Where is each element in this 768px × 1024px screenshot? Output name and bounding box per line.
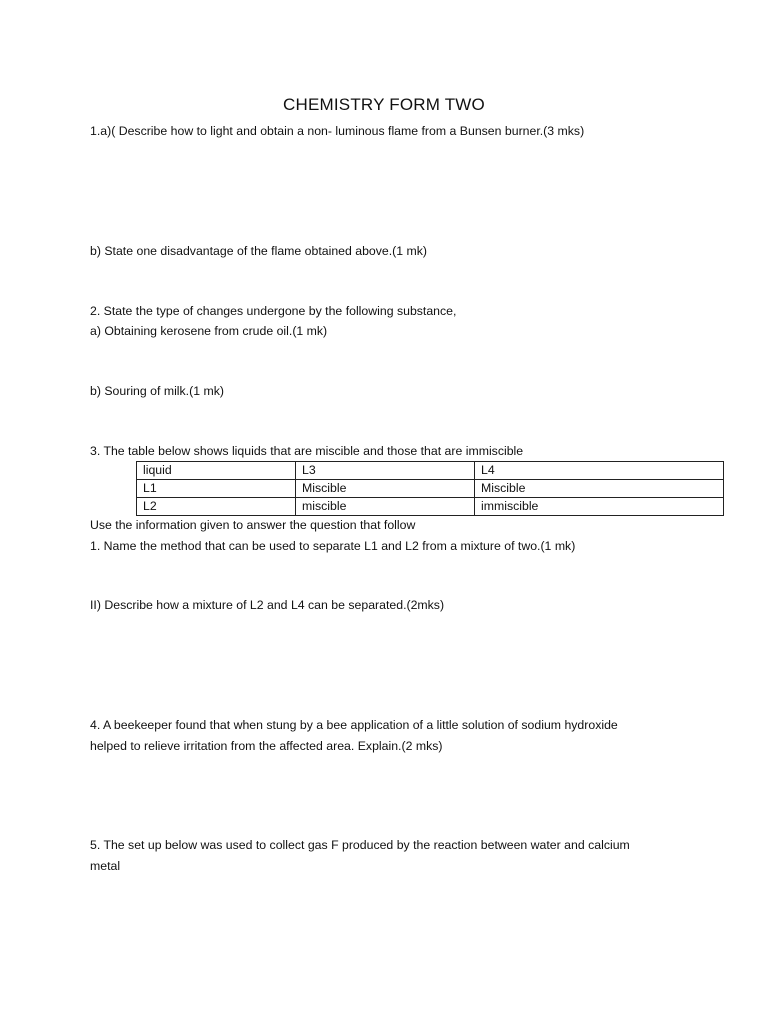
- table-cell: immiscible: [475, 498, 724, 516]
- question-1a: 1.a)( Describe how to light and obtain a non- luminous flame from a Bunsen burner.(3 mks): [90, 124, 585, 138]
- question-3-part-2: II) Describe how a mixture of L2 and L4 can be separated.(2mks): [90, 598, 445, 612]
- question-2: 2. State the type of changes undergone by the following substance,: [90, 304, 457, 318]
- table-cell: L4: [475, 462, 724, 480]
- table-cell: liquid: [137, 462, 296, 480]
- table-cell: L1: [137, 480, 296, 498]
- table-cell: miscible: [296, 498, 475, 516]
- question-4-line-2: helped to relieve irritation from the affected area. Explain.(2 mks): [90, 739, 443, 753]
- question-1b: b) State one disadvantage of the flame obtained above.(1 mk): [90, 244, 428, 258]
- table-row: [137, 480, 724, 498]
- table-cell: L2: [137, 498, 296, 516]
- table-header-row: [137, 462, 724, 480]
- question-2b: b) Souring of milk.(1 mk): [90, 384, 224, 398]
- question-5-line-1: 5. The set up below was used to collect gas F produced by the reaction between water and calcium: [90, 838, 630, 852]
- page-title: CHEMISTRY FORM TWO: [283, 95, 485, 114]
- table-cell: Miscible: [475, 480, 724, 498]
- miscibility-table: [136, 461, 724, 516]
- table-cell: L3: [296, 462, 475, 480]
- table-row: [137, 498, 724, 516]
- question-2a: a) Obtaining kerosene from crude oil.(1 mk): [90, 324, 328, 338]
- question-5-line-2: metal: [90, 859, 121, 873]
- question-3-instruction: Use the information given to answer the question that follow: [90, 518, 416, 532]
- question-3-part-1: 1. Name the method that can be used to separate L1 and L2 from a mixture of two.(1 mk): [90, 539, 576, 553]
- question-4-line-1: 4. A beekeeper found that when stung by a bee application of a little solution of sodium hydroxide: [90, 718, 618, 732]
- question-3: 3. The table below shows liquids that are miscible and those that are immiscible: [90, 444, 524, 458]
- table-cell: Miscible: [296, 480, 475, 498]
